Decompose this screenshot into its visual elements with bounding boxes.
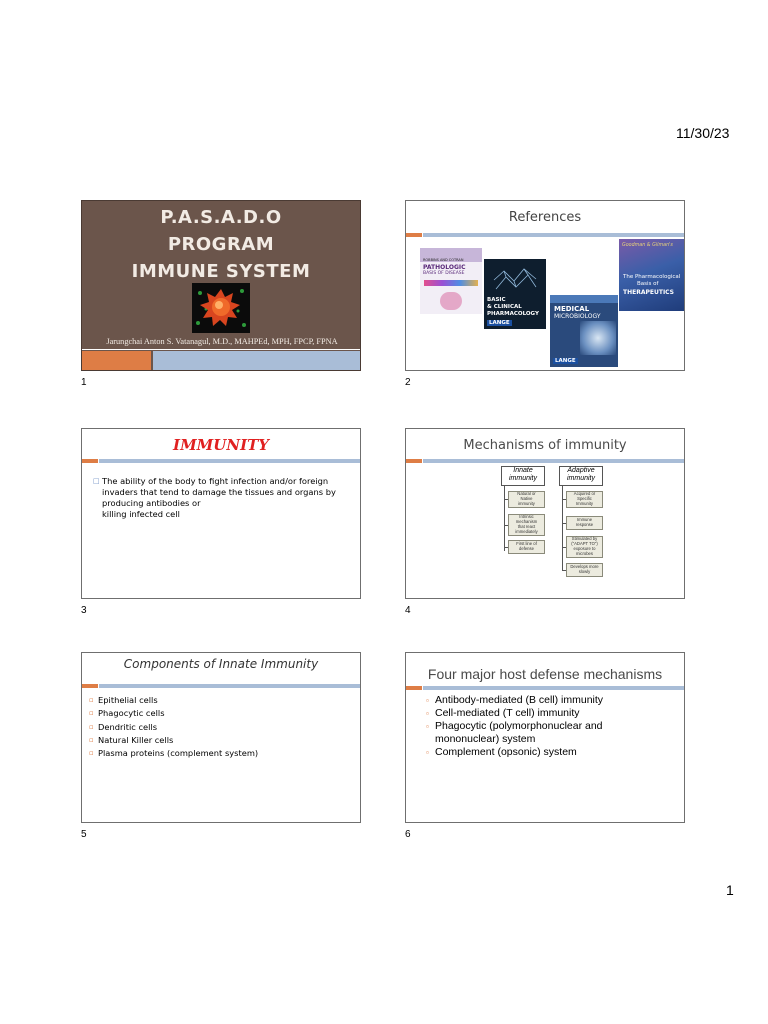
slide-1-title	[81, 200, 361, 371]
slide-2-references	[405, 200, 685, 371]
innate-item: First line of defense	[508, 540, 545, 554]
page-date: 11/30/23	[676, 125, 730, 141]
slide-6-title: Four major host defense mechanisms	[427, 666, 663, 682]
slide-5-blue-bar	[99, 684, 360, 688]
slide-2-title: References	[508, 210, 582, 225]
list-item: ▫ Complement (opsonic) system	[426, 746, 577, 758]
slide-3-bullet-line: producing antibodies or	[102, 498, 201, 508]
slide-3-immunity	[81, 428, 361, 599]
slide-1-orange-bar	[82, 351, 151, 370]
slide-6-blue-bar	[423, 686, 684, 690]
page-number: 1	[726, 882, 734, 898]
slide-2-orange-bar	[406, 233, 422, 237]
slide-1-number: 1	[81, 377, 87, 388]
slide-3-bullet-line: The ability of the body to fight infection and/or foreign	[102, 476, 329, 486]
slide-2-number: 2	[405, 377, 411, 388]
adaptive-immunity-header: Adaptive immunity	[559, 466, 603, 486]
slide-1-blue-bar	[153, 351, 361, 370]
slide-3-blue-bar	[99, 459, 360, 463]
slide-1-author: Jarungchai Anton S. Vatanagul, M.D., MAHPEd, MPH, FPCP, FPNA	[106, 337, 338, 346]
adaptive-item: Develops more slowly	[566, 563, 603, 577]
slide-6-list	[426, 694, 603, 759]
slide-1-title-line-3: IMMUNE SYSTEM	[131, 261, 311, 282]
book-basic-clinical-pharmacology: BASIC & CLINICAL PHARMACOLOGY LANGE	[484, 259, 546, 329]
book-goodman-gilman-therapeutics: Goodman & Gilman's The Pharmacological Basis of THERAPEUTICS	[619, 239, 685, 311]
adaptive-item: Acquired or Specific Immunity	[566, 491, 603, 508]
slide-3-number: 3	[81, 605, 87, 616]
slide-3-orange-bar	[82, 459, 98, 463]
slide-6-number: 6	[405, 829, 411, 840]
slide-3-title: IMMUNITY	[173, 436, 269, 454]
slide-5-number: 5	[81, 829, 87, 840]
innate-immunity-header: Innate immunity	[501, 466, 545, 486]
slide-1-divider	[82, 349, 360, 350]
adaptive-item: Stimulated by ("ADAPT TO") exposure to microbes	[566, 536, 603, 558]
slide-5-components	[81, 652, 361, 823]
list-item: ▫ Phagocytic (polymorphonuclear and mononuclear) system	[426, 720, 603, 745]
innate-item: Intrinsic mechanism that react immediately	[508, 514, 545, 536]
innate-connector	[504, 486, 505, 551]
slide-4-blue-bar	[423, 459, 684, 463]
slide-4-title: Mechanisms of immunity	[463, 438, 627, 453]
slide-6-orange-bar	[406, 686, 422, 690]
list-item: ▫ Epithelial cells	[89, 695, 158, 705]
innate-item: Natural or Native immunity	[508, 491, 545, 508]
slide-1-title-line-1: P.A.S.A.D.O	[160, 207, 282, 228]
list-item: ▫ Cell-mediated (T cell) immunity	[426, 707, 580, 719]
slide-5-orange-bar	[82, 684, 98, 688]
list-item: ▫ Natural Killer cells	[89, 734, 174, 745]
slide-4-mechanisms	[405, 428, 685, 599]
slide-3-bullet-line: invaders that tend to damage the tissues and organs by	[102, 487, 336, 497]
list-item: ▫ Plasma proteins (complement system)	[89, 748, 259, 759]
slide-6-host-defense	[405, 652, 685, 823]
list-item: ▫ Phagocytic cells	[89, 708, 165, 719]
slide-5-title: Components of Innate Immunity	[123, 657, 319, 671]
slide-4-number: 4	[405, 605, 411, 616]
list-item: ▫ Antibody-mediated (B cell) immunity	[426, 694, 604, 706]
book-medical-microbiology: MEDICAL MICROBIOLOGY LANGE	[550, 295, 618, 367]
slide-2-blue-bar	[423, 233, 684, 237]
slide-4-orange-bar	[406, 459, 422, 463]
book-pathologic-basis: ROBBINS AND COTRAN PATHOLOGIC BASIS OF DISEASE	[420, 248, 482, 314]
slide-1-title-line-2: PROGRAM	[167, 234, 275, 255]
adaptive-item: Immune response	[566, 516, 603, 530]
list-item: ▫ Dendritic cells	[89, 721, 158, 732]
slide-5-list	[89, 694, 258, 760]
immune-cell-image	[192, 283, 250, 333]
slide-3-continuation: killing infected cell	[102, 509, 180, 519]
slide-3-bullet: □ The ability of the body to fight infection and/or foreign invaders that tend to damage the tissues and organs by producing antibodies or killing infected cell	[93, 476, 355, 520]
